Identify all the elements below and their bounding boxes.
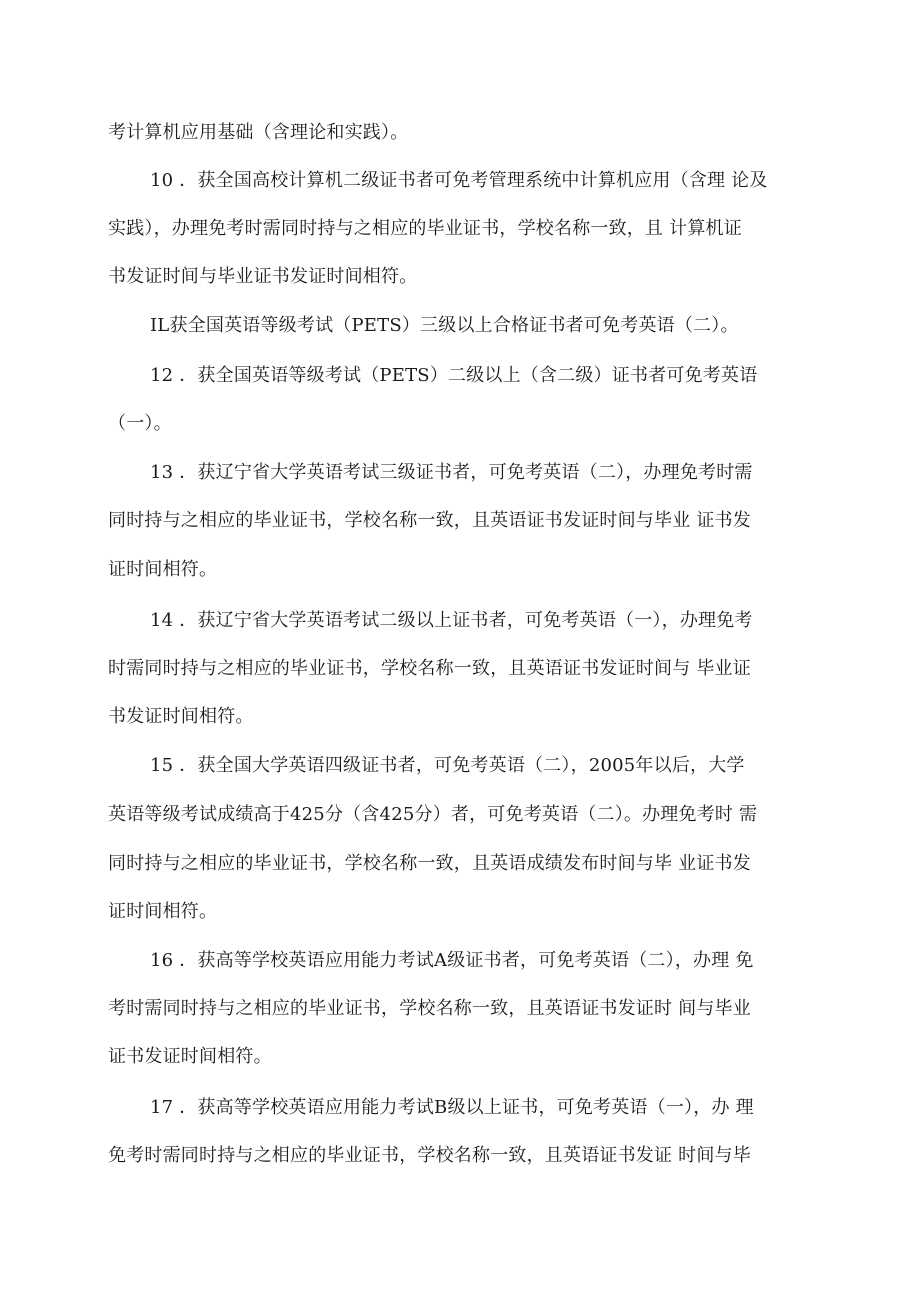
- item-12-line-1: 12 ．获全国英语等级考试（PETS）二级以上（含二级）证书者可免考英语: [150, 365, 758, 386]
- item-15-line-1: 15 ．获全国大学英语四级证书者，可免考英语（二），2005年以后，大学: [150, 755, 745, 776]
- item-13-line-2: 同时持与之相应的毕业证书，学校名称一致，且英语证书发证时间与毕业 证书发: [108, 510, 751, 531]
- item-17-line-2: 免考时需同时持与之相应的毕业证书，学校名称一致，且英语证书发证 时间与毕: [108, 1145, 751, 1166]
- item-17-line-1: 17 ．获高等学校英语应用能力考试B级以上证书，可免考英语（一），办 理: [150, 1097, 754, 1118]
- item-13-line-1: 13 ．获辽宁省大学英语考试三级证书者，可免考英语（二），办理免考时需: [150, 462, 753, 483]
- item-16-line-3: 证书发证时间相符。: [108, 1046, 272, 1067]
- item-15-line-3: 同时持与之相应的毕业证书，学校名称一致，且英语成绩发布时间与毕 业证书发: [108, 853, 751, 874]
- item-16-line-2: 考时需同时持与之相应的毕业证书，学校名称一致，且英语证书发证时 间与毕业: [108, 998, 751, 1019]
- item-15-line-4: 证时间相符。: [108, 901, 218, 922]
- item-12-line-2: （一）。: [108, 413, 172, 434]
- item-10-line-1: 10 ．获全国高校计算机二级证书者可免考管理系统中计算机应用（含理 论及: [150, 170, 768, 191]
- item-11-line-1: IL获全国英语等级考试（PETS）三级以上合格证书者可免考英语（二）。: [150, 315, 739, 336]
- item-15-line-2: 英语等级考试成绩高于425分（含425分）者，可免考英语（二）。办理免考时 需: [108, 804, 758, 825]
- item-10-line-3: 书发证时间与毕业证书发证时间相符。: [108, 266, 418, 287]
- text-line-1: 考计算机应用基础（含理论和实践）。: [108, 122, 409, 143]
- item-14-line-3: 书发证时间相符。: [108, 706, 254, 727]
- item-14-line-1: 14 ．获辽宁省大学英语考试二级以上证书者，可免考英语（一），办理免考: [150, 610, 753, 631]
- item-13-line-3: 证时间相符。: [108, 559, 218, 580]
- item-10-line-2: 实践），办理免考时需同时持与之相应的毕业证书，学校名称一致，且 计算机证: [108, 218, 742, 239]
- item-14-line-2: 时需同时持与之相应的毕业证书，学校名称一致，且英语证书发证时间与 毕业证: [108, 658, 751, 679]
- item-16-line-1: 16 ．获高等学校英语应用能力考试A级证书者，可免考英语（二），办理 免: [150, 950, 754, 971]
